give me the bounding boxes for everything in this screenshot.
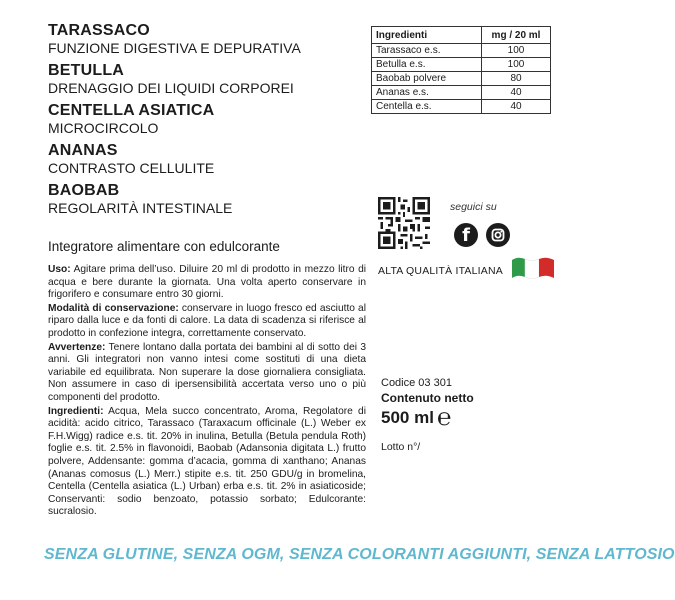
instagram-icon[interactable] <box>486 223 510 247</box>
storage-label: Modalità di conservazione: <box>48 302 179 314</box>
estimated-sign-icon: ℮ <box>437 403 452 431</box>
table-cell: 40 <box>482 86 551 100</box>
herb-description: FUNZIONE DIGESTIVA E DEPURATIVA <box>48 40 301 56</box>
table-header: mg / 20 ml <box>482 27 551 44</box>
storage-text: conservare in luogo fresco ed asciutto al riparo dalla luce e da fonti di calore. La data di scadenza si riferisce al prodotto in confezione integra, correttamente conservato. <box>48 302 366 339</box>
table-cell: 100 <box>482 58 551 72</box>
lot-number-label: Lotto n°/ <box>381 441 421 453</box>
follow-us-label: seguici su <box>450 201 497 213</box>
ingredients-table <box>371 26 551 114</box>
table-cell: Tarassaco e.s. <box>372 44 482 58</box>
usage-text: Agitare prima dell’uso. Diluire 20 ml di prodotto in mezzo litro di acqua e bere durante la giornata. Una volta aperto conservare in frigorifero e consumare entro 30 giorni. <box>48 264 366 301</box>
ingredients-text: Acqua, Mela succo concentrato, Aroma, Regolatore di acidità: acido citrico, Tarassaco (Taraxacum officinale (L.) Weber ex F.H.Wigg) radice e.s. tit. 20% in inulina, Betulla (Betula pendula Roth) foglie e.s. tit. 2.5% in flavonoidi, Baobab (Adansonia digitata L.) frutto polvere, Addensante: gomma d’acacia, gomma di xanthano; Ananas (Ananas comosus (L.) Merr.) stipite e.s. tit. 250 GDU/g in bromelina, Centella (Centella asiatica (L.) Urban) erba e.s. tit. 2% in asiaticoside; Conservanti: sodio benzoato, potassio sorbato; Edulcorante: sucralosio. <box>48 405 366 518</box>
herb-item <box>48 62 348 96</box>
warnings-paragraph <box>48 342 366 405</box>
table-cell: 100 <box>482 44 551 58</box>
ingredients-paragraph <box>48 406 366 519</box>
table-row <box>372 86 551 100</box>
product-subtitle: Integratore alimentare con edulcorante <box>48 239 280 254</box>
herb-description: CONTRASTO CELLULITE <box>48 160 215 176</box>
herb-name: BAOBAB <box>48 182 120 199</box>
qr-code-icon[interactable] <box>378 197 430 249</box>
warnings-text: Tenere lontano dalla portata dei bambini al di sotto dei 3 anni. Gli integratori non vanno intesi come sostituti di una dieta variabile ed equilibrata. Non superare la dose giornaliera consigliata. Non assumere in caso di ipersensibilità accertata verso uno o più componenti del prodotto. <box>48 341 366 403</box>
table-row <box>372 72 551 86</box>
italian-flag-icon <box>510 250 556 280</box>
herb-name: ANANAS <box>48 142 118 159</box>
label-body-text <box>48 264 366 520</box>
product-code: Codice 03 301 <box>381 377 452 389</box>
table-cell: 40 <box>482 100 551 114</box>
storage-paragraph <box>48 303 366 341</box>
herb-name: BETULLA <box>48 62 125 79</box>
table-header: Ingredienti <box>372 27 482 44</box>
herb-item <box>48 142 348 176</box>
quality-label: ALTA QUALITÀ ITALIANA <box>378 265 503 277</box>
herb-description: MICROCIRCOLO <box>48 120 159 136</box>
facebook-icon[interactable]: f <box>454 223 478 247</box>
table-row <box>372 58 551 72</box>
table-cell: Ananas e.s. <box>372 86 482 100</box>
table-cell: Betulla e.s. <box>372 58 482 72</box>
table-row <box>372 44 551 58</box>
net-volume: 500 ml <box>381 408 434 427</box>
herb-item <box>48 102 348 136</box>
herb-item <box>48 22 348 56</box>
herb-item <box>48 182 348 216</box>
net-content-label: Contenuto netto <box>381 391 474 405</box>
table-row <box>372 100 551 114</box>
herb-description: REGOLARITÀ INTESTINALE <box>48 200 233 216</box>
warnings-label: Avvertenze: <box>48 341 106 353</box>
table-cell: Centella e.s. <box>372 100 482 114</box>
table-header-row <box>372 27 551 44</box>
allergen-free-banner: SENZA GLUTINE, SENZA OGM, SENZA COLORANTI AGGIUNTI, SENZA LATTOSIO <box>44 546 675 563</box>
table-cell: Baobab polvere <box>372 72 482 86</box>
table-cell: 80 <box>482 72 551 86</box>
instagram-glyph-icon <box>486 223 510 247</box>
usage-paragraph <box>48 264 366 302</box>
usage-label: Uso: <box>48 264 71 275</box>
herb-name: CENTELLA ASIATICA <box>48 102 215 119</box>
ingredients-label: Ingredienti: <box>48 405 104 417</box>
herb-description: DRENAGGIO DEI LIQUIDI CORPOREI <box>48 80 294 96</box>
herb-list <box>48 22 348 222</box>
herb-name: TARASSACO <box>48 22 150 39</box>
